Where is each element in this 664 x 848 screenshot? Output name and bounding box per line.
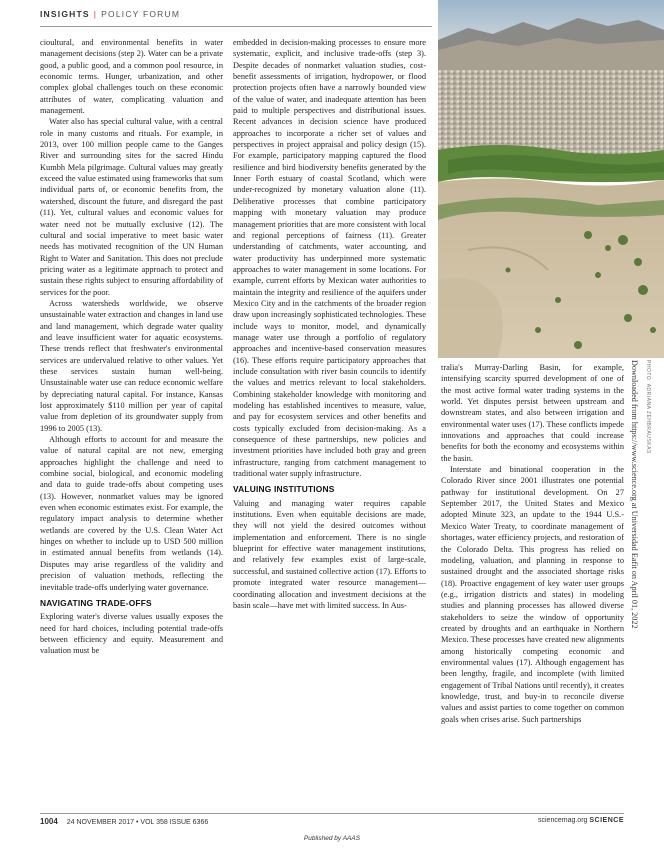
paragraph: Valuing and managing water requires capable institutions. Even when equitable decisions are made, they will not yield the desired outcomes without implementation and enforcement. There is no single blueprint for effective water management institutions, and relatively few examples exist of large-scale, successful, and sustained collective action (17). Efforts to promote integrated water resource management—coordinating allocation and investment decisions at the basin scale—have met with limited success. In Aus-	[233, 498, 426, 610]
issue-info: 24 NOVEMBER 2017 • VOL 358 ISSUE 6366	[66, 819, 209, 826]
paragraph: Water also has special cultural value, with a central role in many customs and rituals. For example, in 2013, over 100 million people came to the Ganges River and surrounding sites for the sacred Hindu Kumbh Mela pilgrimage. Cultural values may greatly exceed the value estimated using frameworks that sum individual parts of, or economic benefits from, the watershed, discount the future, and disregard the past (11). Yet, cultural values and economic values for water need not be mutually exclusive (12). The cultural and social imperative to meet basic water needs has motivated recognition of the UN Human Right to Water and Sanitation. This does not preclude pricing water as a legitimate approach to protect and sustain these rights subject to ensuring affordability of services for the poor.	[40, 117, 223, 297]
footer-rule	[40, 813, 624, 814]
section-heading: NAVIGATING TRADE-OFFS	[40, 597, 152, 608]
journal-name: SCIENCE	[589, 817, 624, 824]
subsection-label: POLICY FORUM	[101, 9, 181, 19]
paragraph: Although efforts to account for and measure the value of natural capital are not new, emerging approaches highlight the challenge and need to combine social, biological, and economic modeling and data to guide trade-offs about competing uses (13). However, nonmarket values may be ignored even when economic estimates exist. For example, the regulatory impact analysis to determine whether wetlands are covered by the U.S. Clean Water Act hinges on whether to include up to USD 500 million in estimated annual benefits from wetlands (14). Disputes may arise regardless of the validity and precision of valuation methods, reflecting the inevitable trade-offs underlying water governance.	[40, 435, 223, 592]
page-footer	[40, 817, 624, 829]
header-rule	[40, 26, 432, 27]
section-heading: VALUING INSTITUTIONS	[233, 484, 335, 495]
paragraph: embedded in decision-making processes to ensure more systematic, explicit, and inclusive trade-offs (step 3). Despite decades of nonmarket valuation studies, cost-benefit assessments of irrigation, hydropower, or flood protection projects often have a narrowly bounded view of the value of water, and inadequate attention has been paid to multiple perspectives and distributional issues. Recent advances in decision science have produced approaches to incorporate a richer set of values and perspectives in project appraisal and policy design (15). For example, participatory mapping captured the flood resilience and bird biodiversity benefits generated by the Inner Forth estuary of coastal Scotland, which were under-recognized by monetary valuation alone (11). Deliberative processes that combine participatory mapping with monetary valuation may produce management priorities that are more consistent with local and regional perceptions of fairness (11). Greater understanding of catchments, water accounting, and water productivity has underpinned more systematic approaches to water management in some locations. For example, current efforts by Mexican water authorities to maintain the integrity and resilience of the aquifers under Mexico City and in the catchments of the broader region draw upon increasingly sophisticated technologies. These include ways to monitor, model, and dynamically manage water use through a portfolio of regulatory approaches and incentive-based conservation measures (16). These efforts require participatory approaches that include consultation with river basin councils to identify the values and metrics relevant to local stakeholders. Combining stakeholder knowledge with monitoring and modeling has established incentives to measure, value, and pay for ecosystem services and other benefits and costs typically excluded from decision-making. As a consequence of these partnerships, new policies and investment priorities have included both gray and green infrastructure, ranging from catchment management to traditional water supply infrastructure.	[233, 38, 426, 479]
footer-journal	[538, 817, 624, 824]
column-2	[233, 37, 426, 827]
header-separator: |	[93, 9, 98, 19]
paragraph: Across watersheds worldwide, we observe unsustainable water extraction and changes in land use and land management, which degrade water quality and leave insufficient water for aquatic ecosystems. These trends reflect that freshwater's environmental services are undervalued relative to other values. Yet these services sustain human well-being. Unsustainable water use can reduce economic welfare by depreciating natural capital. For instance, Kansas lost approximately $110 million per year of capital value from depletion of its groundwater supply from 1996 to 2005 (13).	[40, 298, 223, 433]
site-link[interactable]: sciencemag.org	[538, 817, 588, 824]
photo-credit: PHOTO: ADRIANA ZEHBRAUSKAS	[645, 360, 651, 454]
paragraph: Interstate and binational cooperation in the Colorado River since 2001 illustrates one potential pathway for institutional development. On 27 September 2017, the United States and Mexico adopted Minute 323, an update to the 1944 U.S.-Mexico Water Treaty, to coordinate management of shortages, water efficiency projects, and restoration of the Colorado Delta. This progress has relied on modeling, valuation, and planning in response to sustained drought and the associated shortage risks (18). Proactive engagement of key water user groups (e.g., irrigation districts and states) in modeling studies and planning processes has allowed diverse stakeholders to seize the window of opportunity created by droughts and an earthquake in Northern Mexico. These processes have created new alignments among historically competing economic and environmental values (17). Although engagement has been lengthy, fragile, and incomplete (with limited engagement of Tribal Nations until recently), it creates knowledge, trust, and buy-in to reconcile diverse values and assist parties to come together on common goals when crises arise. Such partnerships	[441, 465, 624, 724]
paragraph: cioultural, and environmental benefits in water management decisions (step 2). Water can be a private good, a public good, and a common pool resource, in economic terms. Hunger, urbanization, and other complex global challenges touch on these economic attributes of water, complicating valuation and management.	[40, 38, 223, 116]
section-label: INSIGHTS	[40, 9, 90, 19]
column-1	[40, 37, 223, 827]
page-number: 1004	[40, 817, 58, 826]
paragraph: Exploring water's diverse values usually exposes the need for hard choices, including potential trade-offs between efficiency and equity. Measurement and valuation must be	[40, 612, 223, 656]
download-watermark: Downloaded from https://www.science.org at Universidad Eafit on April 01, 2022	[630, 360, 639, 629]
running-header	[40, 9, 440, 23]
aerial-photo-image	[438, 0, 664, 358]
column-3	[441, 362, 624, 827]
aerial-photo	[438, 0, 664, 358]
publisher-line: Published by AAAS	[303, 835, 361, 842]
paragraph: tralia's Murray-Darling Basin, for example, intensifying scarcity spurred development of one of the most active formal water trading systems in the world. Yet disputes persist between upstream and downstream states, and also between irrigation and environmental water uses (17). These conflicts impede innovations and approaches that could increase benefits for both the economy and ecosystems within the basin.	[441, 363, 624, 463]
